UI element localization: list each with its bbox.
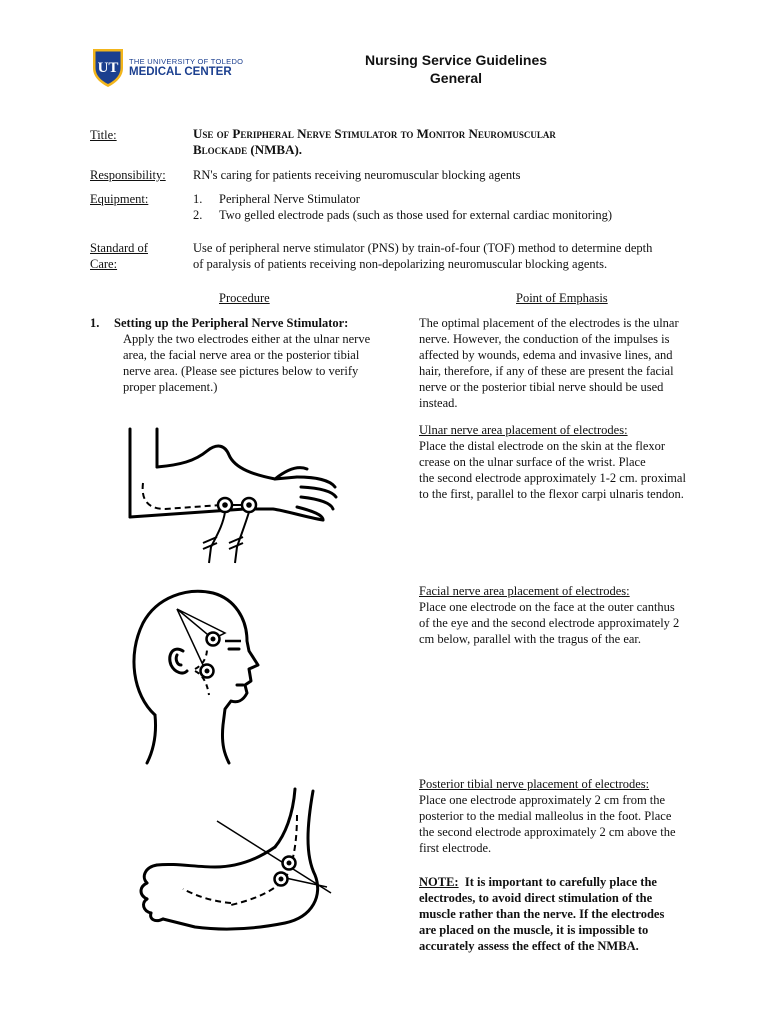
facial-line: cm below, parallel with the tragus of the ear.	[419, 632, 642, 646]
step1-heading: Setting up the Peripheral Nerve Stimulator:	[114, 316, 349, 330]
equipment-item-text: Peripheral Nerve Stimulator	[219, 192, 360, 206]
title-value-line1: Use of Peripheral Nerve Stimulator to Monitor Neuromuscular	[193, 126, 556, 141]
equipment-item-number: 2.	[193, 208, 203, 222]
standard-value-line1: Use of peripheral nerve stimulator (PNS) by train-of-four (TOF) method to determine depth	[193, 241, 653, 255]
facial-heading: Facial nerve area placement of electrodes:	[419, 584, 630, 598]
logo-line1: THE UNIVERSITY OF TOLEDO	[129, 57, 244, 66]
ulnar-section	[419, 422, 686, 502]
procedure-column-header: Procedure	[219, 291, 270, 305]
step1-line: area, the facial nerve area or the posterior tibial	[123, 348, 360, 362]
step1-number: 1.	[90, 316, 100, 330]
equipment-item-number: 1.	[193, 192, 203, 206]
note-first-line: It is important to carefully place the	[464, 875, 657, 889]
emphasis-line: nerve. However, the conduction of the impulses is	[419, 332, 670, 346]
step1-body	[123, 331, 370, 395]
standard-value	[193, 240, 652, 272]
arm-electrode-illustration	[125, 425, 345, 575]
note-line: electrodes, to avoid direct stimulation of the	[419, 891, 653, 905]
equipment-label: Equipment:	[90, 192, 149, 206]
tibial-heading: Posterior tibial nerve placement of electrodes:	[419, 777, 650, 791]
header-line1: Nursing Service Guidelines	[364, 52, 548, 68]
step1-line: nerve area. (Please see pictures below to verify	[123, 364, 359, 378]
note-line: muscle rather than the nerve. If the electrodes	[419, 907, 665, 921]
emphasis-column-header: Point of Emphasis	[516, 291, 608, 305]
equipment-item	[193, 207, 733, 223]
equipment-list	[193, 191, 733, 223]
ulnar-line: Place the distal electrode on the skin at the flexor	[419, 439, 666, 453]
equipment-item	[193, 191, 733, 207]
responsibility-label: Responsibility:	[90, 168, 166, 182]
tibial-line: the second electrode approximately 2 cm above the	[419, 825, 676, 839]
facial-line: of the eye and the second electrode approximately 2	[419, 616, 680, 630]
title-value	[193, 126, 713, 158]
emphasis-line: nerve or the posterior tibial nerve should be used	[419, 380, 664, 394]
logo-line2: MEDICAL CENTER	[129, 66, 232, 78]
responsibility-value: RN's caring for patients receiving neuromuscular blocking agents	[193, 168, 521, 182]
ulnar-line: crease on the ulnar surface of the wrist. Place	[419, 455, 646, 469]
emphasis-line: hair, therefore, if any of these are present the facial	[419, 364, 674, 378]
title-label: Title:	[90, 128, 117, 142]
standard-label-line2: Care:	[90, 257, 118, 271]
logo-shield-letters: UT	[97, 60, 119, 76]
note-label: NOTE:	[419, 875, 459, 889]
header-line2: General	[429, 70, 483, 86]
note-line: are placed on the muscle, it is impossible to	[419, 923, 649, 937]
foot-electrode-illustration	[135, 785, 350, 935]
emphasis-line: instead.	[419, 396, 458, 410]
standard-value-line2: of paralysis of patients receiving non-depolarizing neuromuscular blocking agents.	[193, 257, 608, 271]
ulnar-heading: Ulnar nerve area placement of electrodes:	[419, 423, 628, 437]
note-block	[419, 874, 664, 954]
title-value-line2: Blockade (NMBA).	[193, 142, 303, 157]
head-electrode-illustration	[125, 585, 265, 765]
university-logo	[92, 48, 252, 88]
university-shield-logo	[92, 48, 124, 88]
standard-label-line1: Standard of	[90, 241, 148, 255]
tibial-line: first electrode.	[419, 841, 492, 855]
facial-section	[419, 583, 679, 647]
facial-line: Place one electrode on the face at the outer canthus	[419, 600, 675, 614]
step1-line: proper placement.)	[123, 380, 218, 394]
ulnar-line: to the first, parallel to the flexor carpi ulnaris tendon.	[419, 487, 684, 501]
step1-line: Apply the two electrodes either at the ulnar nerve	[123, 332, 371, 346]
standard-label	[90, 240, 148, 272]
tibial-line: posterior to the medial malleolus in the foot. Place	[419, 809, 672, 823]
ulnar-line: the second electrode approximately 1-2 cm. proximal	[419, 471, 686, 485]
note-line: accurately assess the effect of the NMBA.	[419, 939, 639, 953]
emphasis-intro	[419, 315, 679, 411]
emphasis-line: affected by wounds, edema and invasive lines, and	[419, 348, 673, 362]
tibial-section	[419, 776, 676, 856]
equipment-item-text: Two gelled electrode pads (such as those used for external cardiac monitoring)	[219, 208, 613, 222]
note-line	[419, 874, 664, 890]
emphasis-line: The optimal placement of the electrodes is the ulnar	[419, 316, 679, 330]
tibial-line: Place one electrode approximately 2 cm from the	[419, 793, 666, 807]
